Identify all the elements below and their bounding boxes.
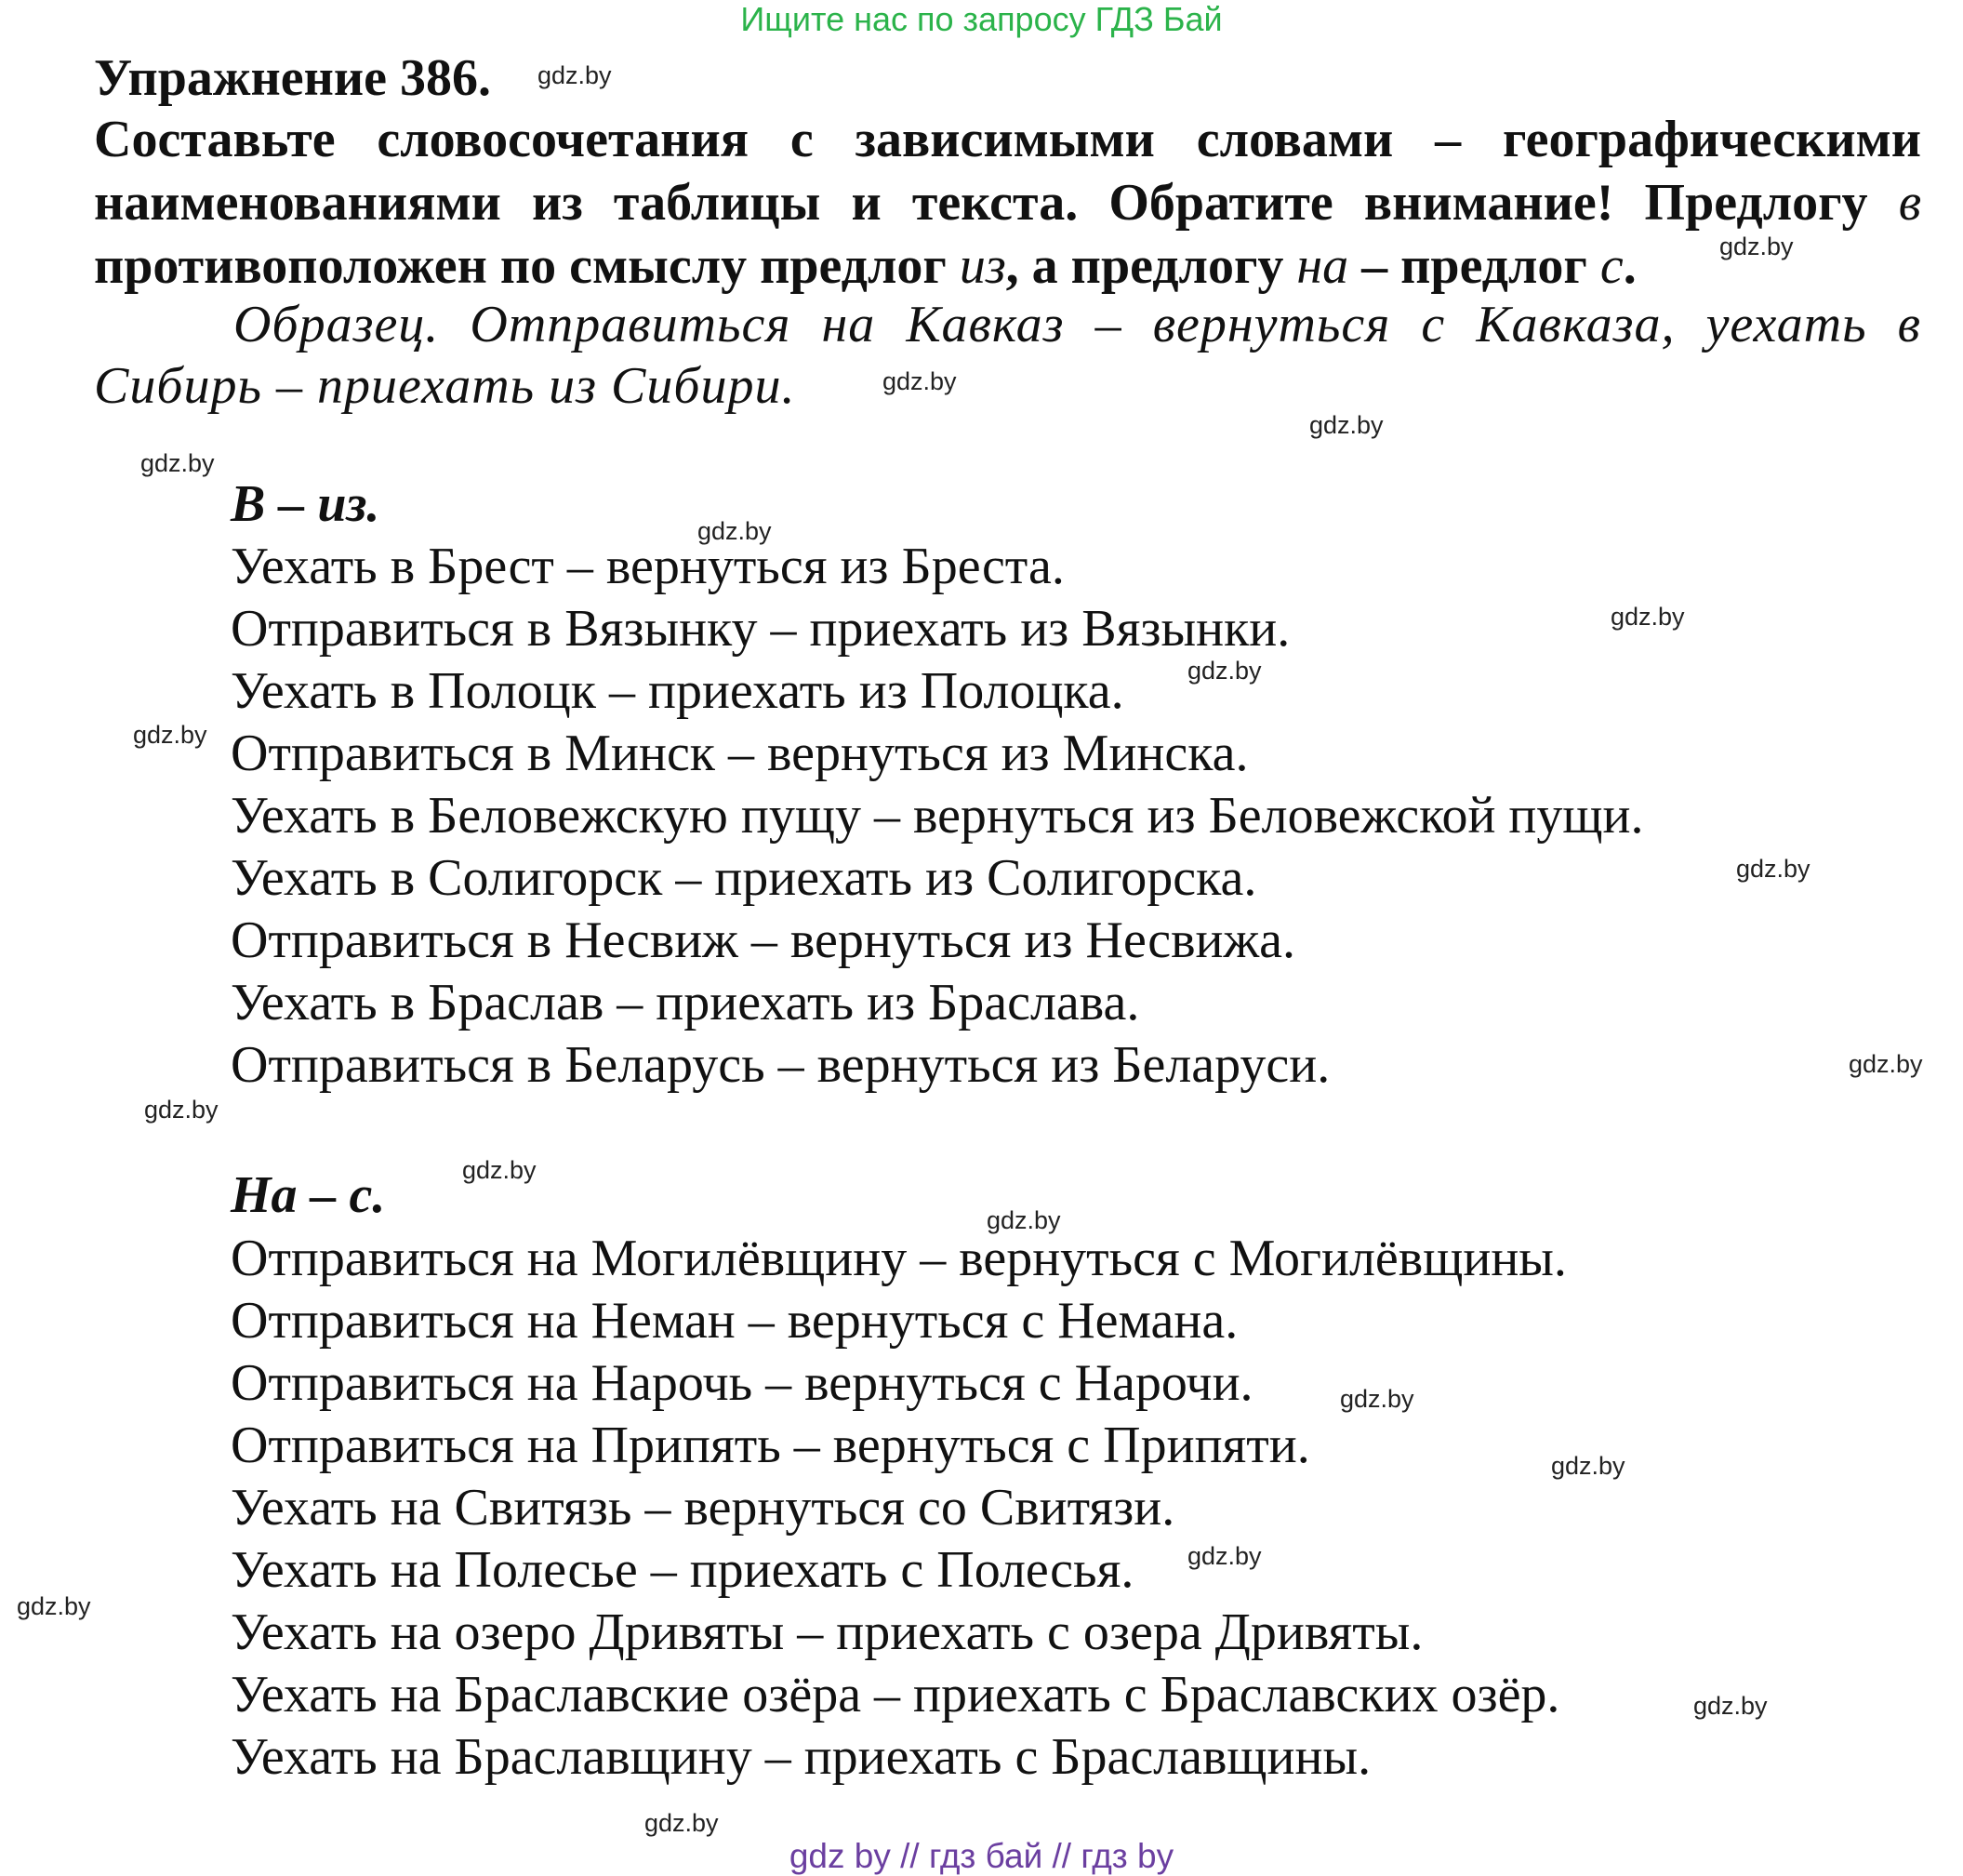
watermark: gdz.by [133, 721, 207, 749]
list-item: Отправиться на Припять – вернуться с Припяти. [231, 1417, 1310, 1474]
watermark: gdz.by [1309, 411, 1384, 439]
watermark: gdz.by [537, 61, 612, 89]
watermark: gdz.by [1693, 1692, 1768, 1720]
watermark: gdz.by [1340, 1385, 1414, 1413]
watermark: gdz.by [644, 1809, 719, 1837]
list-item: Уехать в Беловежскую пущу – вернуться из Беловежской пущи. [231, 787, 1644, 845]
watermark: gdz.by [1736, 855, 1810, 883]
watermark: gdz.by [697, 517, 772, 545]
watermark: gdz.by [144, 1096, 219, 1124]
list-item: Отправиться на Неман – вернуться с Немана. [231, 1292, 1239, 1350]
list-item: Уехать на Свитязь – вернуться со Свитязи. [231, 1479, 1175, 1537]
section-na-heading: На – с. [231, 1166, 386, 1224]
list-item: Уехать в Брест – вернуться из Бреста. [231, 538, 1065, 595]
sample-text: Образец. Отправиться на Кавказ – вернуться с Кавказа, уехать в Сибирь – приехать из Сибири. [94, 296, 1921, 415]
section-v-lines [231, 536, 1643, 1097]
watermark: gdz.by [140, 449, 215, 477]
task-text: Составьте словосочетания с зависимыми словами – географическими наименованиями из таблицы и текста. Обратите внимание! Предлогу в противоположен по смыслу предлог из, а предлогу на – предлог с. [94, 111, 1921, 295]
watermark: gdz.by [1187, 1542, 1262, 1570]
list-item: Уехать на Браславщину – приехать с Браславщины. [231, 1728, 1372, 1786]
list-item: Отправиться на Могилёвщину – вернуться с Могилёвщины. [231, 1230, 1567, 1287]
watermark: gdz.by [462, 1156, 537, 1184]
list-item: Уехать в Полоцк – приехать из Полоцка. [231, 662, 1124, 720]
watermark: gdz.by [987, 1206, 1061, 1234]
footer-links: gdz by // гдз бай // гдз by [789, 1837, 1174, 1875]
list-item: Уехать в Браслав – приехать из Браслава. [231, 974, 1140, 1031]
watermark: gdz.by [1719, 233, 1794, 260]
list-item: Отправиться в Вязынку – приехать из Вязынки. [231, 600, 1291, 658]
list-item: Уехать на Полесье – приехать с Полесья. [231, 1541, 1134, 1599]
watermark: gdz.by [1849, 1050, 1923, 1078]
list-item: Уехать на Браславские озёра – приехать с Браславских озёр. [231, 1666, 1560, 1723]
watermark: gdz.by [1611, 603, 1685, 631]
section-v-heading: В – из. [231, 475, 380, 533]
list-item: Отправиться в Несвиж – вернуться из Несвижа. [231, 911, 1296, 969]
watermark: gdz.by [1187, 657, 1262, 685]
list-item: Отправиться в Минск – вернуться из Минска. [231, 725, 1249, 782]
list-item: Уехать в Солигорск – приехать из Солигорска. [231, 849, 1257, 907]
list-item: Отправиться на Нарочь – вернуться с Нарочи. [231, 1354, 1253, 1412]
watermark: gdz.by [882, 367, 957, 395]
watermark: gdz.by [17, 1592, 91, 1620]
exercise-title: Упражнение 386. [94, 49, 492, 107]
list-item: Отправиться в Беларусь – вернуться из Беларуси. [231, 1036, 1331, 1094]
section-na-lines [231, 1228, 1567, 1789]
watermark: gdz.by [1551, 1452, 1625, 1480]
top-banner: Ищите нас по запросу ГДЗ Бай [740, 0, 1223, 38]
list-item: Уехать на озеро Дривяты – приехать с озера Дривяты. [231, 1603, 1424, 1661]
